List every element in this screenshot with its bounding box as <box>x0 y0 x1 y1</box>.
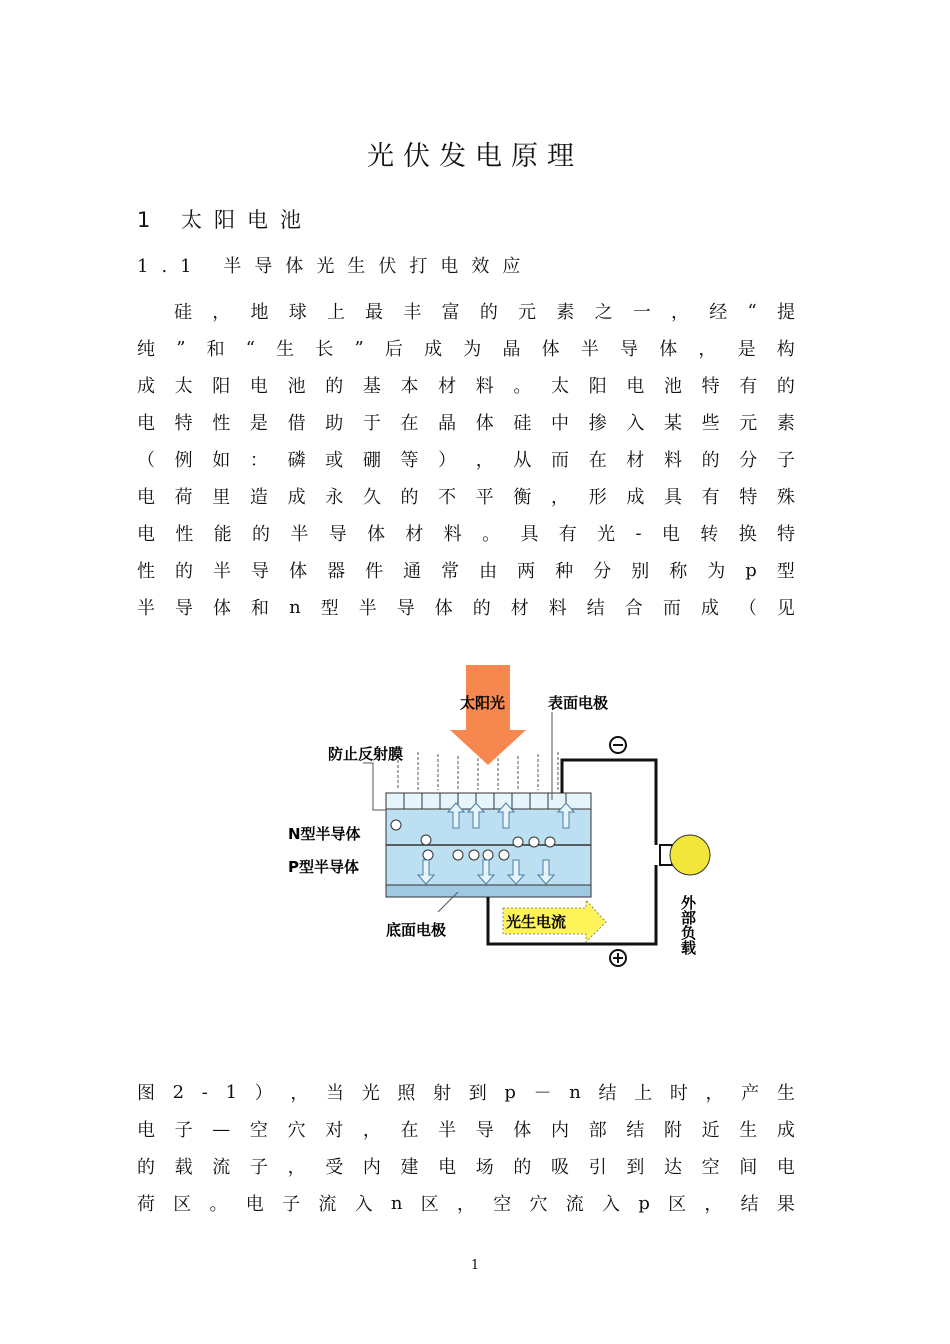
text-line: 荷 区 。 电 子 流 入 n 区 ， 空 穴 流 入 p 区 ， 结 果 <box>137 1192 795 1215</box>
label-n-type: N型半导体 <box>288 825 361 843</box>
page-number: 1 <box>470 1258 480 1273</box>
label-photo-current: 光生电流 <box>506 913 567 931</box>
label-anti-reflection: 防止反射膜 <box>328 745 404 763</box>
text-line: 纯 ” 和 “ 生 长 ” 后 成 为 晶 体 半 导 体 ， 是 构 <box>137 337 795 360</box>
text-line: 电 特 性 是 借 助 于 在 晶 体 硅 中 掺 入 某 些 元 素 <box>137 413 795 434</box>
light-bulb-icon <box>670 835 710 875</box>
section-heading: 1 太阳电池 <box>137 208 314 232</box>
text-line: 半 导 体 和 n 型 半 导 体 的 材 料 结 合 而 成 （ 见 <box>137 596 795 619</box>
light-rays <box>398 750 558 790</box>
text-line: 性 的 半 导 体 器 件 通 常 由 两 种 分 别 称 为 p 型 <box>137 559 795 582</box>
label-p-type: P型半导体 <box>288 858 359 876</box>
text-line: 电 荷 里 造 成 永 久 的 不 平 衡 ， 形 成 具 有 特 殊 <box>137 487 795 508</box>
text-line: 的 载 流 子 ， 受 内 建 电 场 的 吸 引 到 达 空 间 电 <box>137 1157 795 1178</box>
cell-anti-reflection-layer <box>386 793 591 809</box>
text-line: （ 例 如 ： 磷 或 硼 等 ） ， 从 而 在 材 料 的 分 子 <box>137 450 795 471</box>
label-external-load: 外部负载 <box>679 895 697 955</box>
text-line: 图 2 - 1 ） ， 当 光 照 射 到 p － n 结 上 时 ， 产 生 <box>137 1081 795 1104</box>
text-line: 成 太 阳 电 池 的 基 本 材 料 。 太 阳 电 池 特 有 的 <box>137 376 795 397</box>
text-line: 电 性 能 的 半 导 体 材 料 。 具 有 光 - 电 转 换 特 <box>137 522 795 545</box>
subsection-heading: 1.1 半导体光生伏打电效应 <box>137 256 534 277</box>
label-bottom-electrode: 底面电极 <box>386 921 447 939</box>
label-sunlight: 太阳光 <box>460 694 506 712</box>
page-title: 光伏发电原理 <box>367 141 583 172</box>
cell-bottom-electrode <box>386 885 591 897</box>
cell-n-layer <box>386 809 591 845</box>
text-line: 电 子 — 空 穴 对 ， 在 半 导 体 内 部 结 附 近 生 成 <box>137 1118 795 1141</box>
label-surface-electrode: 表面电极 <box>548 694 609 712</box>
sunlight-arrow <box>450 665 526 765</box>
solar-cell-diagram <box>278 660 718 980</box>
text-line: 硅 ， 地 球 上 最 丰 富 的 元 素 之 一 ， 经 “ 提 <box>174 300 795 323</box>
